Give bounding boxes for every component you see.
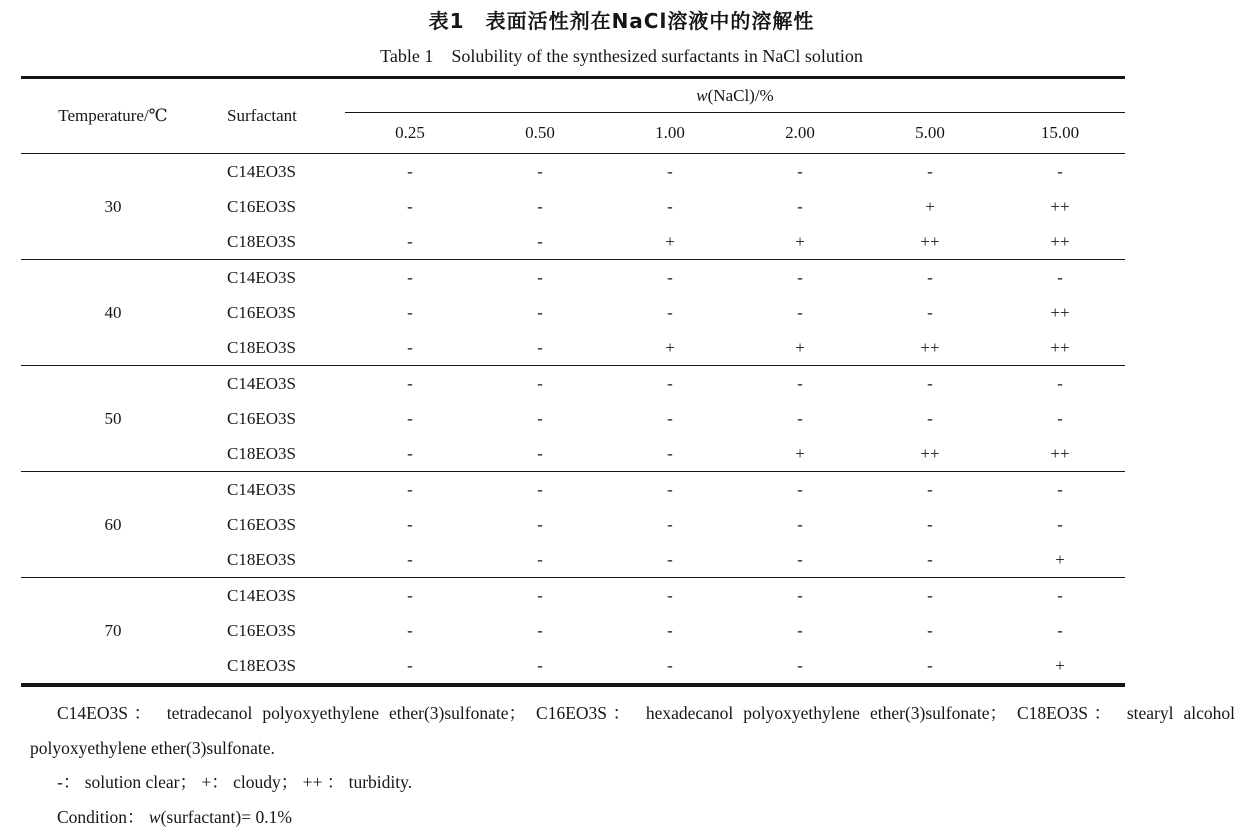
- solubility-value-cell: -: [345, 224, 475, 259]
- solubility-value-cell: -: [345, 542, 475, 577]
- surfactant-cell: C14EO3S: [205, 366, 345, 401]
- header-conc-2: 0.50: [475, 113, 605, 153]
- solubility-value-cell: -: [345, 472, 475, 507]
- solubility-value-cell: -: [735, 507, 865, 542]
- solubility-value-cell: -: [345, 260, 475, 295]
- solubility-value-cell: -: [605, 295, 735, 330]
- solubility-value-cell: -: [995, 472, 1125, 507]
- solubility-value-cell: -: [345, 648, 475, 683]
- surfactant-cell: C18EO3S: [205, 330, 345, 365]
- solubility-value-cell: +: [995, 542, 1125, 577]
- surfactant-cell: C16EO3S: [205, 507, 345, 542]
- table-title-zh: 表1 表面活性剂在NaCl溶液中的溶解性: [0, 5, 1243, 34]
- solubility-value-cell: -: [605, 472, 735, 507]
- solubility-value-cell: -: [605, 436, 735, 471]
- solubility-value-cell: ++: [995, 330, 1125, 365]
- header-nacl-rest: (NaCl)/%: [708, 86, 774, 106]
- table-title-en: Table 1 Solubility of the synthesized surfactants in NaCl solution: [0, 42, 1243, 68]
- solubility-value-cell: -: [995, 366, 1125, 401]
- surfactant-cell: C14EO3S: [205, 578, 345, 613]
- solubility-value-cell: -: [865, 260, 995, 295]
- solubility-value-cell: -: [735, 578, 865, 613]
- solubility-value-cell: +: [735, 330, 865, 365]
- solubility-value-cell: -: [735, 189, 865, 224]
- solubility-value-cell: -: [735, 260, 865, 295]
- solubility-value-cell: -: [605, 507, 735, 542]
- solubility-value-cell: -: [865, 295, 995, 330]
- solubility-value-cell: -: [735, 401, 865, 436]
- solubility-value-cell: -: [865, 542, 995, 577]
- surfactant-cell: C14EO3S: [205, 154, 345, 189]
- solubility-value-cell: -: [345, 436, 475, 471]
- solubility-value-cell: ++: [865, 224, 995, 259]
- solubility-value-cell: -: [345, 578, 475, 613]
- solubility-value-cell: -: [475, 295, 605, 330]
- solubility-value-cell: ++: [995, 436, 1125, 471]
- surfactant-cell: C16EO3S: [205, 295, 345, 330]
- temperature-cell: 70: [105, 621, 122, 641]
- solubility-value-cell: -: [605, 189, 735, 224]
- solubility-value-cell: -: [345, 401, 475, 436]
- solubility-value-cell: -: [605, 613, 735, 648]
- solubility-value-cell: -: [345, 613, 475, 648]
- solubility-value-cell: -: [605, 154, 735, 189]
- footnote-condition-rest: (surfactant)= 0.1%: [161, 807, 292, 827]
- solubility-value-cell: -: [995, 578, 1125, 613]
- temp-group-60: [21, 472, 1125, 578]
- solubility-value-cell: -: [345, 366, 475, 401]
- solubility-value-cell: -: [995, 401, 1125, 436]
- solubility-value-cell: -: [345, 154, 475, 189]
- surfactant-cell: C14EO3S: [205, 472, 345, 507]
- footnote-condition: [30, 800, 1235, 834]
- surfactant-cell: C18EO3S: [205, 542, 345, 577]
- header-conc-1: 0.25: [345, 113, 475, 153]
- solubility-value-cell: -: [735, 154, 865, 189]
- solubility-value-cell: -: [735, 472, 865, 507]
- solubility-value-cell: -: [865, 472, 995, 507]
- solubility-value-cell: -: [475, 224, 605, 259]
- header-conc-6: 15.00: [995, 113, 1125, 153]
- temperature-cell: 40: [105, 303, 122, 323]
- temperature-cell: 50: [105, 409, 122, 429]
- header-conc-5: 5.00: [865, 113, 995, 153]
- solubility-value-cell: -: [475, 260, 605, 295]
- solubility-value-cell: -: [865, 154, 995, 189]
- solubility-value-cell: -: [865, 648, 995, 683]
- temp-group-40: [21, 260, 1125, 366]
- solubility-value-cell: -: [475, 330, 605, 365]
- solubility-table: [21, 76, 1125, 687]
- footnote-definitions: C14EO3S： tetradecanol polyoxyethylene ether(3)sulfonate； C16EO3S： hexadecanol polyoxyethylene ether(3)sulfonate； C18EO3S： stearyl alcohol polyoxyethylene ether(3)sulfonate.: [30, 696, 1235, 765]
- footnote-condition-prefix: Condition：: [57, 807, 149, 827]
- temp-group-70: [21, 578, 1125, 683]
- solubility-value-cell: -: [865, 507, 995, 542]
- solubility-value-cell: -: [865, 401, 995, 436]
- solubility-value-cell: -: [475, 189, 605, 224]
- solubility-value-cell: -: [475, 401, 605, 436]
- solubility-value-cell: -: [605, 366, 735, 401]
- header-conc-4: 2.00: [735, 113, 865, 153]
- surfactant-cell: C18EO3S: [205, 436, 345, 471]
- table-header: [21, 79, 1125, 154]
- solubility-value-cell: -: [995, 613, 1125, 648]
- solubility-value-cell: -: [475, 542, 605, 577]
- solubility-value-cell: -: [605, 648, 735, 683]
- solubility-value-cell: -: [475, 613, 605, 648]
- solubility-value-cell: -: [735, 366, 865, 401]
- solubility-value-cell: ++: [995, 295, 1125, 330]
- temp-group-30: [21, 154, 1125, 260]
- footnote-legend: -： solution clear； +： cloudy； ++ ： turbidity.: [30, 765, 1235, 800]
- surfactant-cell: C14EO3S: [205, 260, 345, 295]
- solubility-value-cell: -: [475, 507, 605, 542]
- header-conc-3: 1.00: [605, 113, 735, 153]
- header-surfactant: Surfactant: [205, 106, 345, 126]
- header-nacl-w: w: [696, 86, 707, 106]
- solubility-value-cell: -: [605, 542, 735, 577]
- solubility-value-cell: -: [605, 260, 735, 295]
- solubility-value-cell: +: [865, 189, 995, 224]
- solubility-value-cell: +: [735, 224, 865, 259]
- header-temperature: Temperature/℃: [58, 106, 167, 126]
- solubility-value-cell: -: [345, 507, 475, 542]
- surfactant-cell: C18EO3S: [205, 648, 345, 683]
- table-footnotes: [30, 696, 1235, 834]
- solubility-value-cell: +: [995, 648, 1125, 683]
- solubility-value-cell: -: [865, 578, 995, 613]
- surfactant-cell: C16EO3S: [205, 401, 345, 436]
- solubility-value-cell: -: [995, 154, 1125, 189]
- surfactant-cell: C16EO3S: [205, 613, 345, 648]
- solubility-value-cell: -: [475, 366, 605, 401]
- solubility-value-cell: +: [605, 330, 735, 365]
- solubility-value-cell: -: [475, 436, 605, 471]
- solubility-value-cell: -: [995, 260, 1125, 295]
- footnote-condition-w: w: [149, 807, 161, 827]
- solubility-value-cell: -: [475, 154, 605, 189]
- solubility-value-cell: ++: [865, 330, 995, 365]
- solubility-value-cell: ++: [995, 224, 1125, 259]
- solubility-value-cell: ++: [865, 436, 995, 471]
- solubility-value-cell: -: [605, 401, 735, 436]
- solubility-value-cell: -: [865, 613, 995, 648]
- temperature-cell: 30: [105, 197, 122, 217]
- solubility-value-cell: -: [735, 648, 865, 683]
- solubility-value-cell: -: [735, 295, 865, 330]
- solubility-value-cell: -: [475, 472, 605, 507]
- solubility-value-cell: -: [345, 189, 475, 224]
- surfactant-cell: C18EO3S: [205, 224, 345, 259]
- solubility-value-cell: ++: [995, 189, 1125, 224]
- solubility-value-cell: -: [605, 578, 735, 613]
- solubility-value-cell: -: [865, 366, 995, 401]
- solubility-value-cell: -: [475, 648, 605, 683]
- solubility-value-cell: +: [605, 224, 735, 259]
- solubility-value-cell: -: [345, 295, 475, 330]
- solubility-value-cell: -: [735, 613, 865, 648]
- solubility-value-cell: -: [995, 507, 1125, 542]
- surfactant-cell: C16EO3S: [205, 189, 345, 224]
- solubility-value-cell: -: [735, 542, 865, 577]
- solubility-value-cell: -: [475, 578, 605, 613]
- solubility-value-cell: +: [735, 436, 865, 471]
- temperature-cell: 60: [105, 515, 122, 535]
- solubility-value-cell: -: [345, 330, 475, 365]
- temp-group-50: [21, 366, 1125, 472]
- header-nacl-span: [345, 79, 1125, 113]
